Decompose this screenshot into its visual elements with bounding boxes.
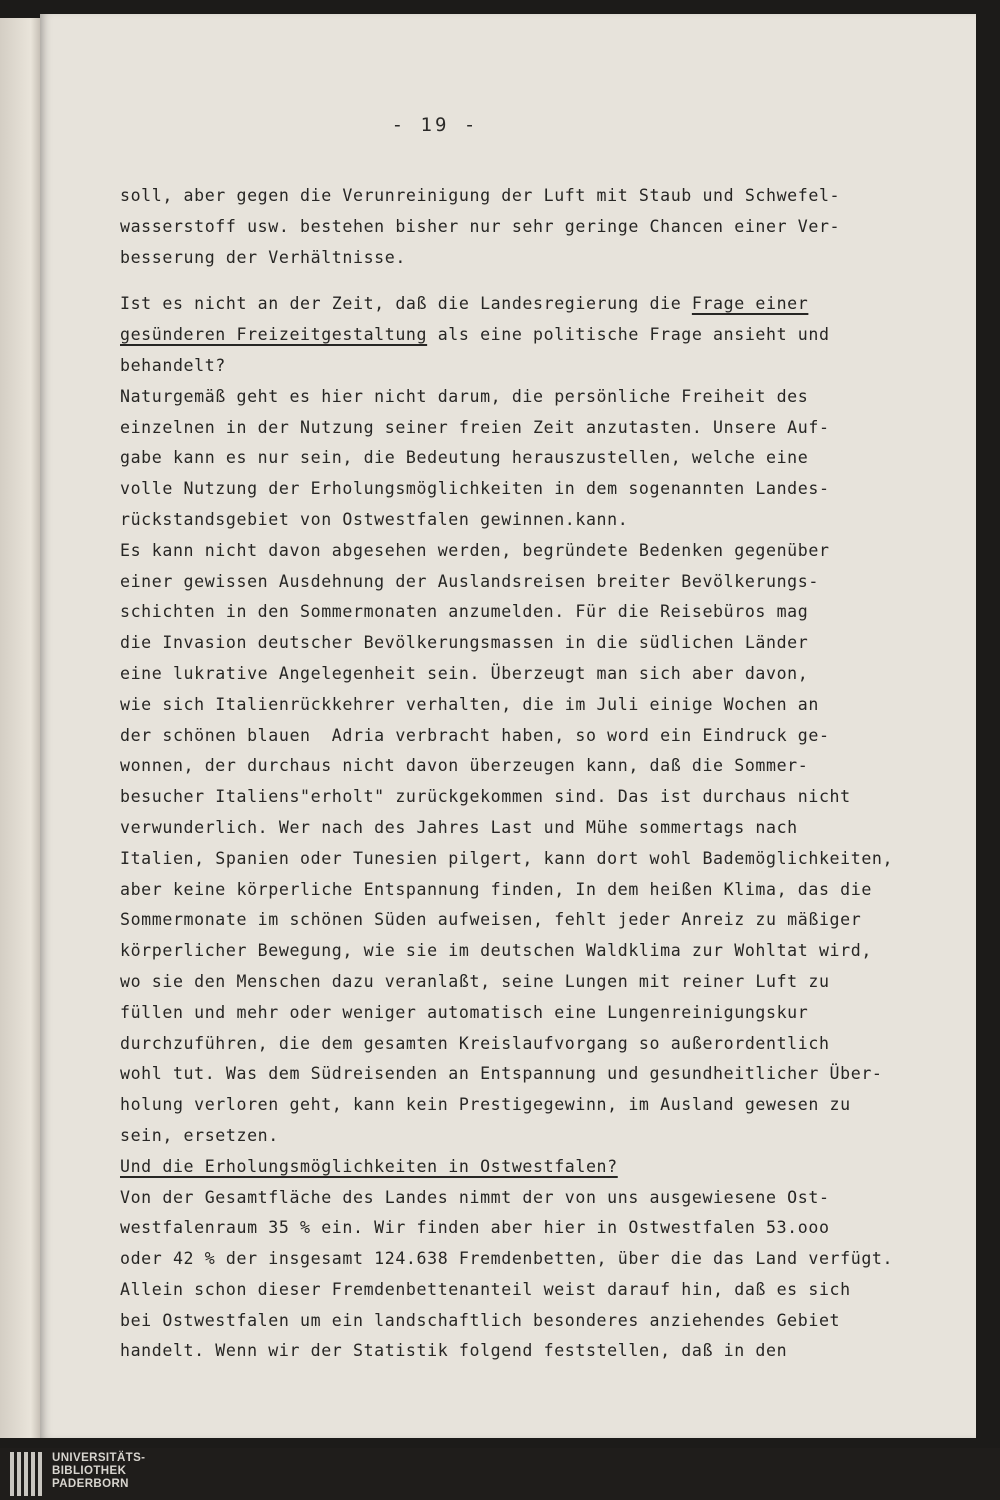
text-line: wasserstoff usw. bestehen bisher nur sehr geringe Chancen einer Ver- — [120, 216, 841, 236]
paragraph-2 — [120, 289, 970, 381]
text-line: der schönen blauen Adria verbracht haben, so word ein Eindruck ge- — [120, 725, 830, 745]
text-line: behandelt? — [120, 355, 226, 375]
text-line — [120, 320, 970, 351]
text-line: holung verloren geht, kann kein Prestigegewinn, im Ausland gewesen zu — [120, 1095, 851, 1115]
text-line: verwunderlich. Wer nach des Jahres Last und Mühe sommertags nach — [120, 817, 798, 837]
library-name-line: UNIVERSITÄTS- — [52, 1452, 146, 1464]
text-line: eine lukrative Angelegenheit sein. Überzeugt man sich aber davon, — [120, 663, 809, 683]
paragraph-gap — [120, 273, 970, 289]
text-line: durchzuführen, die dem gesamten Kreislaufvorgang so außerordentlich — [120, 1033, 830, 1053]
text-line: oder 42 % der insgesamt 124.638 Fremdenbetten, über die das Land verfügt. — [120, 1249, 894, 1269]
text-line: füllen und mehr oder weniger automatisch eine Lungenreinigungskur — [120, 1002, 809, 1022]
document-page — [40, 14, 976, 1438]
paragraph-3 — [120, 382, 970, 1152]
underlined-phrase: Frage einer — [691, 294, 809, 314]
text-line: körperlicher Bewegung, wie sie im deutschen Waldklima zur Wohltat wird, — [120, 941, 872, 961]
text-line: die Invasion deutscher Bevölkerungsmassen in die südlichen Länder — [120, 633, 809, 653]
text-line: Es kann nicht davon abgesehen werden, begründete Bedenken gegenüber — [120, 540, 830, 560]
library-name-line: PADERBORN — [52, 1478, 129, 1490]
text-line: volle Nutzung der Erholungsmöglichkeiten in dem sogenannten Landes- — [120, 479, 830, 499]
library-footer — [0, 1448, 1000, 1500]
page-number: - 19 - — [391, 114, 479, 136]
text-line — [120, 289, 970, 320]
library-name — [52, 1452, 145, 1491]
text-line: wo sie den Menschen dazu veranlaßt, seine Lungen mit reiner Luft zu — [120, 971, 830, 991]
text-line: sein, ersetzen. — [120, 1125, 279, 1145]
facing-page-edge — [0, 18, 45, 1438]
text-line: handelt. Wenn wir der Statistik folgend feststellen, daß in den — [120, 1341, 788, 1361]
text-line: Naturgemäß geht es hier nicht darum, die persönliche Freiheit des — [120, 386, 809, 406]
text-line: Von der Gesamtfläche des Landes nimmt der von uns ausgewiesene Ost- — [120, 1187, 830, 1207]
text-line: besserung der Verhältnisse. — [120, 247, 406, 267]
text-line: wonnen, der durchaus nicht davon überzeugen kann, daß die Sommer- — [120, 756, 809, 776]
text-line: rückstandsgebiet von Ostwestfalen gewinnen.kann. — [120, 509, 629, 529]
text-line: einer gewissen Ausdehnung der Auslandsreisen breiter Bevölkerungs- — [120, 571, 819, 591]
text-line: Sommermonate im schönen Süden aufweisen, fehlt jeder Anreiz zu mäßiger — [120, 910, 862, 930]
text-line: Allein schon dieser Fremdenbettenanteil weist darauf hin, daß es sich — [120, 1279, 851, 1299]
paragraph-1 — [120, 181, 970, 273]
text-line: besucher Italiens"erholt" zurückgekommen sind. Das ist durchaus nicht — [120, 787, 851, 807]
text-line: einzelnen in der Nutzung seiner freien Zeit anzutasten. Unsere Auf- — [120, 417, 830, 437]
text-line: Italien, Spanien oder Tunesien pilgert, kann dort wohl Bademöglichkeiten, — [120, 848, 894, 868]
library-name-line: BIBLIOTHEK — [52, 1465, 127, 1477]
text-line: aber keine körperliche Entspannung finden, In dem heißen Klima, das die — [120, 879, 872, 899]
text-line: wie sich Italienrückkehrer verhalten, die im Juli einige Wochen an — [120, 694, 819, 714]
text-line: wohl tut. Was dem Südreisenden an Entspannung und gesundheitlicher Über- — [120, 1064, 883, 1084]
text-line: gabe kann es nur sein, die Bedeutung herauszustellen, welche eine — [120, 448, 809, 468]
text-line: schichten in den Sommermonaten anzumelden. Für die Reisebüros mag — [120, 602, 809, 622]
body-text — [120, 181, 970, 1367]
text-run: Ist es nicht an der Zeit, daß die Landesregierung die — [120, 294, 692, 314]
library-logo-icon — [10, 1452, 44, 1496]
text-line: westfalenraum 35 % ein. Wir finden aber hier in Ostwestfalen 53.ooo — [120, 1218, 830, 1238]
paragraph-4 — [120, 1183, 970, 1368]
text-run: als eine politische Frage ansieht und — [427, 325, 830, 345]
text-line: bei Ostwestfalen um ein landschaftlich besonderes anziehendes Gebiet — [120, 1310, 841, 1330]
underlined-phrase: gesünderen Freizeitgestaltung — [120, 325, 428, 345]
section-heading: Und die Erholungsmöglichkeiten in Ostwestfalen? — [120, 1156, 618, 1176]
text-line: soll, aber gegen die Verunreinigung der Luft mit Staub und Schwefel- — [120, 186, 841, 205]
